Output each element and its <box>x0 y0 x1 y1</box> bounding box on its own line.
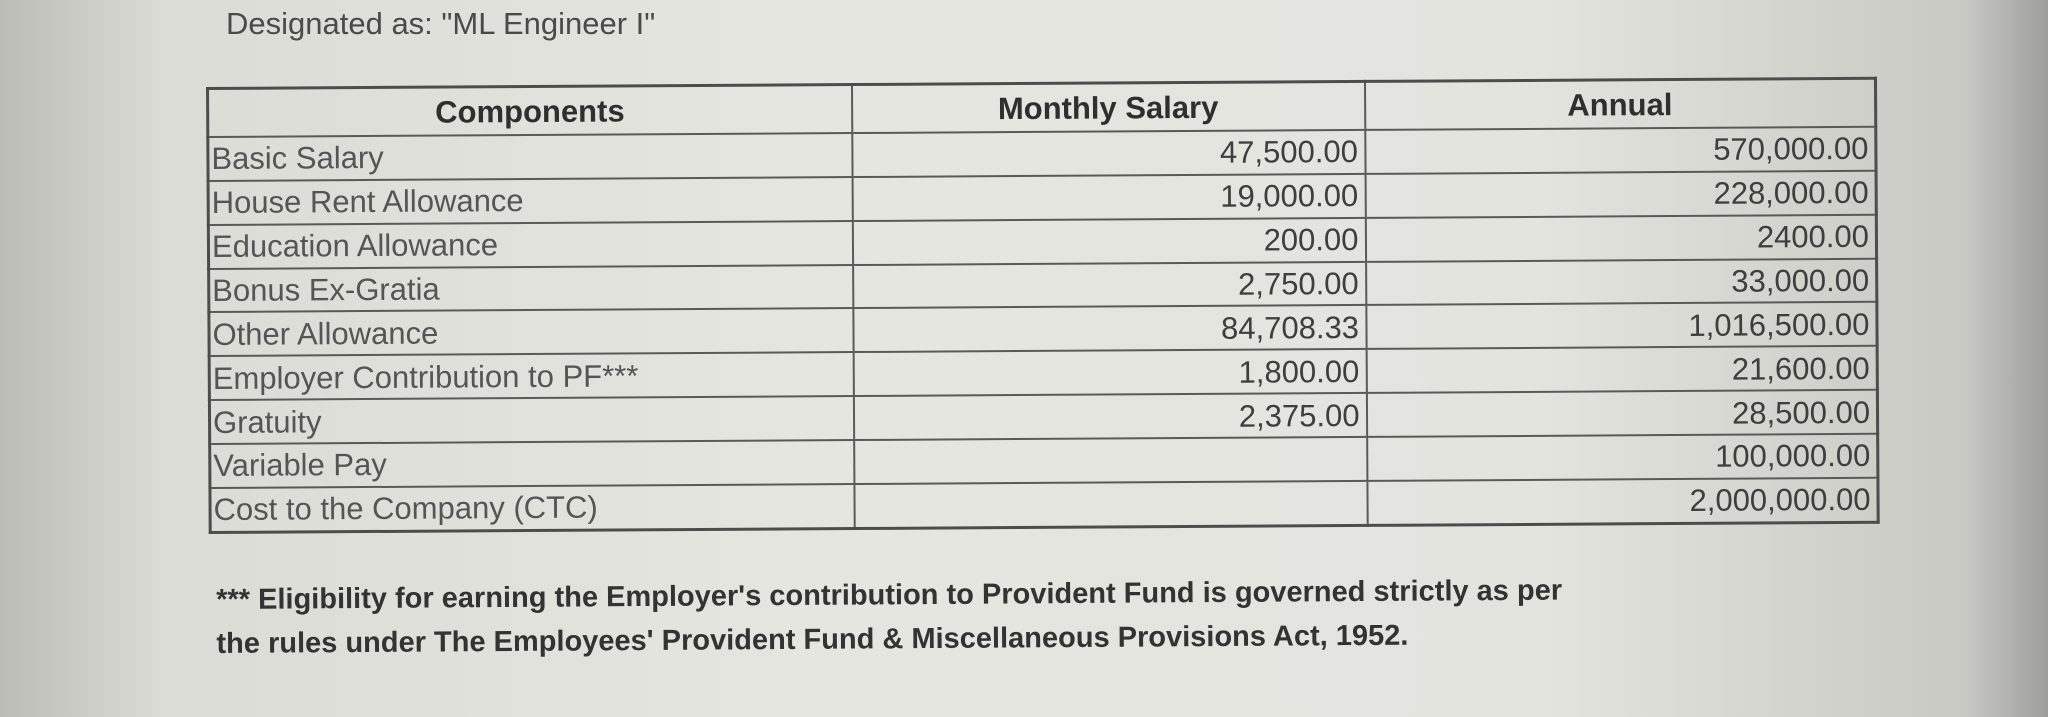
monthly-cell <box>854 481 1367 529</box>
monthly-cell: 2,375.00 <box>853 393 1366 440</box>
header-annual: Annual <box>1364 78 1875 130</box>
component-cell: Variable Pay <box>210 440 854 488</box>
pf-eligibility-footnote <box>216 566 1907 666</box>
monthly-cell: 2,750.00 <box>853 261 1366 308</box>
component-cell: Gratuity <box>209 396 853 444</box>
monthly-cell: 84,708.33 <box>853 305 1366 352</box>
component-cell: Other Allowance <box>209 308 853 356</box>
component-cell: Bonus Ex-Gratia <box>209 265 853 313</box>
salary-breakdown-table <box>206 77 1880 534</box>
annual-cell: 100,000.00 <box>1367 434 1878 481</box>
annual-cell: 228,000.00 <box>1365 171 1876 218</box>
component-cell: Cost to the Company (CTC) <box>210 484 854 533</box>
footnote-line-1: *** Eligibility for earning the Employer's contribution to Provident Fund is governed strictly as per <box>216 574 1563 616</box>
table-row <box>210 478 1878 533</box>
monthly-cell: 1,800.00 <box>853 349 1366 396</box>
designation-text: Designated as: "ML Engineer I" <box>226 6 656 41</box>
annual-cell: 570,000.00 <box>1365 127 1876 174</box>
annual-cell: 28,500.00 <box>1366 390 1877 437</box>
annual-cell: 2400.00 <box>1365 215 1876 262</box>
component-cell: Basic Salary <box>208 133 852 181</box>
annual-cell: 1,016,500.00 <box>1366 302 1877 349</box>
monthly-cell: 47,500.00 <box>852 130 1365 177</box>
component-cell: House Rent Allowance <box>208 177 852 225</box>
monthly-cell: 200.00 <box>852 218 1365 265</box>
header-monthly-salary: Monthly Salary <box>851 81 1364 133</box>
monthly-cell: 19,000.00 <box>852 174 1365 221</box>
annual-cell: 21,600.00 <box>1366 346 1877 393</box>
component-cell: Education Allowance <box>208 221 852 269</box>
annual-cell: 2,000,000.00 <box>1367 478 1878 526</box>
monthly-cell <box>854 437 1367 484</box>
annual-cell: 33,000.00 <box>1366 258 1877 305</box>
header-components: Components <box>208 85 852 137</box>
footnote-line-2: the rules under The Employees' Provident Fund & Miscellaneous Provisions Act, 1952. <box>216 619 1409 660</box>
component-cell: Employer Contribution to PF*** <box>209 352 853 400</box>
